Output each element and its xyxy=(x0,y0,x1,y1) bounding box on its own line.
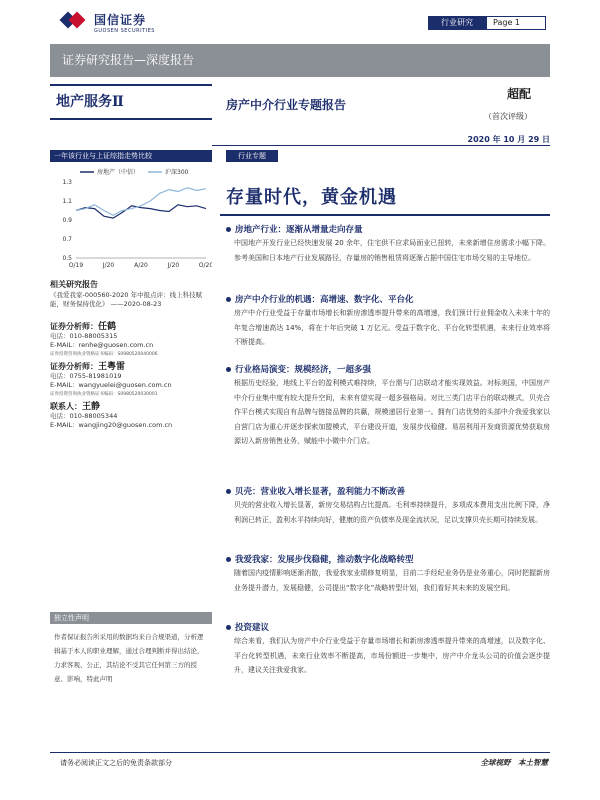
report-date: 2020 年 10 月 29 日 xyxy=(467,135,550,144)
x-tick-label: O/19 xyxy=(68,262,84,269)
report-title: 房产中介行业专题报告 xyxy=(226,98,347,112)
legend-label: 沪深300 xyxy=(165,169,189,176)
bullet-section xyxy=(226,554,550,595)
bullet-section xyxy=(226,364,550,449)
footer-slogan: 全球视野 本土智慧 xyxy=(480,758,548,767)
analyst-email[interactable]: E-MAIL：renhe@guosen.com.cn xyxy=(50,341,154,349)
chart-header: 一年该行业与上证综指走势比较 xyxy=(50,150,212,162)
x-tick-label: J/20 xyxy=(102,262,115,269)
legend-label: 房地产（中信） xyxy=(97,169,140,176)
bullet-dot-icon xyxy=(226,489,231,494)
logo-name-cn: 国信证券 xyxy=(94,12,147,27)
analyst-email[interactable]: E-MAIL：wangyuelei@guosen.com.cn xyxy=(50,381,172,389)
section-tag: 行业专题 xyxy=(226,150,278,162)
bullet-dot-icon xyxy=(226,367,231,372)
company-logo xyxy=(62,10,155,34)
bullet-dot-icon xyxy=(226,227,231,232)
bullet-heading: 贝壳：营业收入增长显著，盈利能力不断改善 xyxy=(226,486,550,498)
independence-text: 作者保证报告所采用的数据均来自合规渠道，分析逻辑基于本人的职业理解，通过合理判断并得出结论，力求客观、公正，其结论不受其它任何第三方的授意、影响，特此声明 xyxy=(54,633,204,683)
series-line xyxy=(76,188,206,216)
logo-name-en: GUOSEN SECURITIES xyxy=(94,27,155,34)
bullet-body: 随着国内疫情影响逐渐消散，我爱我家业绩修复明显，目前二手经纪业务仍是业务重心，同时把握新房业务提升潜力，发展稳健，公司提出“数字化”战略转型计划，我们看好其未来的发展空间。 xyxy=(234,569,550,592)
contact-phone: 电话：010-88005344 xyxy=(50,412,118,420)
performance-chart xyxy=(50,164,212,274)
rating-note: （首次评级） xyxy=(484,112,532,121)
bullet-heading: 行业格局演变：规模经济，一超多强 xyxy=(226,364,550,376)
logo-mark-icon xyxy=(62,10,86,34)
analyst-name: 任鹤 xyxy=(98,322,117,332)
y-tick-label: 0.9 xyxy=(62,217,72,224)
bullet-body: 中国地产开发行业已经快速发展 20 余年，住宅供不应求局面业已扭转，未来新增住房需求小幅下降。参考美国和日本地产行业发展路径，存量房的销售租赁将逐渐占据中国住宅市场交易的主导地位。 xyxy=(234,239,550,262)
rating: 超配 xyxy=(507,87,532,101)
bullet-dot-icon xyxy=(226,557,231,562)
related-research-text: 《我爱我家-000560-2020 年中报点评：线上科技赋能，财务保持优化》 ——2020-08-23 xyxy=(50,291,203,308)
bullet-body: 根据历史经验，地线上平台的盈利模式难持续，平台需与门店联动才能实现效益。对标美国，中国房产中介行业集中度有较大提升空间，未来有望实现一超多强格局。对比三类门店平台的联动模式，贝壳合作平台模式实现自有品牌与链接品牌的共赢，规模递居行业第一。拥有门店优势的头部中介我爱我家以自营门店为重心并逐步探索加盟模式，平台建设开道，发展步伐稳健。易居利用开发商资源优势获取房源切入新房销售业务，赋能中小微中介门店。 xyxy=(234,379,550,446)
bullet-heading: 投资建议 xyxy=(226,622,550,634)
bullet-heading: 我爱我家：发展步伐稳健，推动数字化战略转型 xyxy=(226,554,550,566)
analyst-label: 证券分析师： xyxy=(50,322,98,331)
bullet-dot-icon xyxy=(226,625,231,630)
series-line xyxy=(76,205,206,218)
analyst-cert: 证券投资咨询执业资格证书编码：S0980520030001 xyxy=(50,392,158,397)
bullet-section xyxy=(226,622,550,678)
analyst-label: 证券分析师： xyxy=(50,362,98,371)
bullet-body: 贝壳的营业收入增长显著，新房交易结构占比提高。毛利率持续提升，多项成本费用支出比例下降，净利润已转正，盈利水平持续向好，健康的资产负债率及现金流状况，足以支撑贝壳长期可持续发展。 xyxy=(234,501,550,524)
contact-label: 联系人： xyxy=(50,402,82,411)
related-research xyxy=(50,280,212,309)
y-tick-label: 0.7 xyxy=(62,236,72,243)
analyst-phone: 电话：010-88005315 xyxy=(50,332,118,340)
x-tick-label: J/20 xyxy=(167,262,180,269)
analyst-block-2 xyxy=(50,362,212,399)
bullet-heading: 房地产行业：逐渐从增量走向存量 xyxy=(226,224,550,236)
page-number: Page 1 xyxy=(486,16,546,30)
analyst-phone: 电话：0755-81981019 xyxy=(50,372,122,380)
contact-name: 王静 xyxy=(82,402,101,412)
contact-email[interactable]: E-MAIL：wangjing20@guosen.com.cn xyxy=(50,421,173,429)
performance-chart-svg xyxy=(50,164,212,274)
y-tick-label: 1.3 xyxy=(62,179,72,186)
industry-name: 地产服务Ⅱ xyxy=(50,84,212,120)
analyst-name: 王粤雷 xyxy=(98,362,126,372)
x-tick-label: O/20 xyxy=(198,262,212,269)
footer-disclaimer: 请务必阅读正文之后的免责条款部分 xyxy=(60,759,172,767)
headline: 存量时代，黄金机遇 xyxy=(226,187,397,208)
bullet-heading: 房产中介行业的机遇：高增速、数字化、平台化 xyxy=(226,294,550,306)
y-tick-label: 1.1 xyxy=(62,198,72,205)
page-header xyxy=(0,0,600,44)
related-research-title: 相关研究报告 xyxy=(50,280,98,289)
bullet-section xyxy=(226,294,550,350)
analyst-cert: 证券投资咨询执业资格证书编码：S0980520040006 xyxy=(50,352,158,357)
bullet-section xyxy=(226,486,550,527)
y-tick-label: 0.5 xyxy=(62,255,72,262)
x-tick-label: A/20 xyxy=(134,262,148,269)
report-category-tag: 行业研究 xyxy=(428,16,486,30)
contact-block xyxy=(50,402,212,430)
analyst-block-1 xyxy=(50,322,212,359)
bullet-body: 综合来看，我们认为房产中介行业受益于存量市场增长和新房渗透率提升带来的高增速，以及数字化、平台化转型机遇，未来行业效率不断提高，市场份额进一步集中，房产中介龙头公司的价值会逐步提升，建议关注我爱我家。 xyxy=(234,637,550,675)
date-row xyxy=(212,134,550,146)
bullet-section xyxy=(226,224,550,265)
bullet-dot-icon xyxy=(226,297,231,302)
independence-header: 独立性声明 xyxy=(50,612,212,624)
report-type-band: 证券研究报告—深度报告 xyxy=(50,44,550,77)
bullet-body: 房产中介行业受益于存量市场增长和新房渗透率提升带来的高增速，我们预计行业佣金收入未来十年的年复合增速高达 14%，将在十年后突破 1 万亿元。受益于数字化、平台化转型机遇，未来行业效率将不断提高。 xyxy=(234,309,550,347)
